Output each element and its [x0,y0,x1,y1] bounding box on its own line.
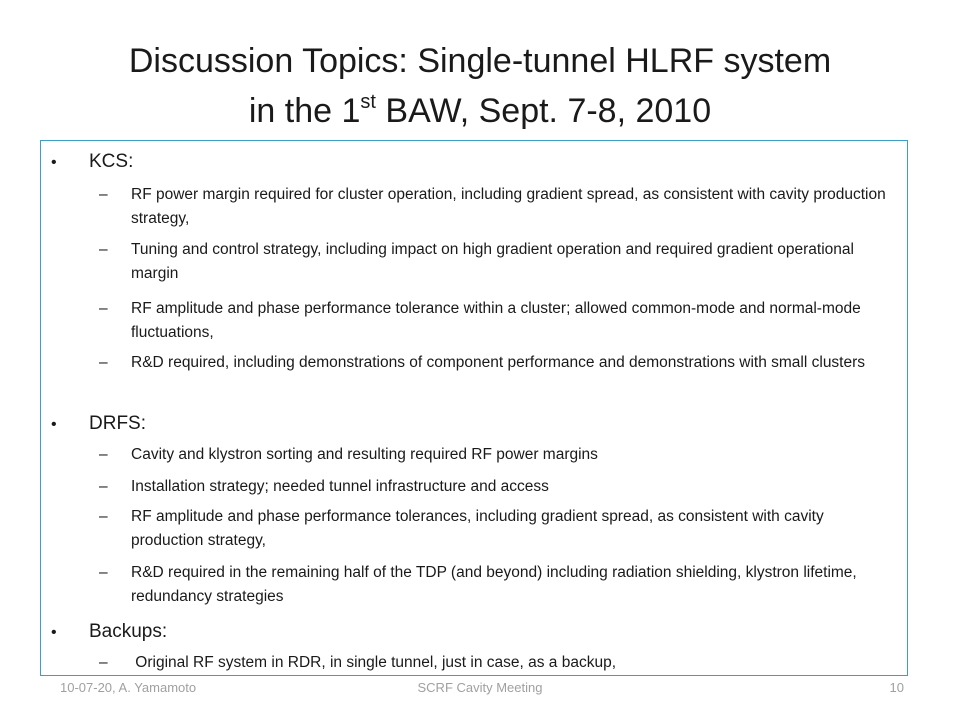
title-line-2-post: BAW, Sept. 7-8, 2010 [375,92,712,130]
dash-icon: – [99,300,108,317]
title-line-1: Discussion Topics: Single-tunnel HLRF system [128,42,832,80]
list-item-text: RF power margin required for cluster operation, including gradient spread, as consistent with cavity production strategy, [131,186,886,227]
list-item-text: R&D required, including demonstrations of component performance and demonstrations with small clusters [131,354,866,371]
footer-date-author: 10-07-20, A. Yamamoto [60,680,197,695]
dash-icon: – [99,186,108,203]
list-item [99,443,889,467]
footer-slide-number: 10 [889,680,904,695]
dash-icon: – [99,478,108,495]
dash-icon: – [99,446,108,463]
list-item-text: Original RF system in RDR, in single tunnel, just in case, as a backup, [131,654,617,671]
list-item-text: Installation strategy; needed tunnel infrastructure and access [131,478,549,495]
slide-title [40,36,920,136]
list-item-text: Tuning and control strategy, including impact on high gradient operation and required gradient operational margin [131,241,854,282]
section-heading-drfs [51,413,146,435]
list-item [99,351,889,375]
list-item [99,475,889,499]
footer-event: SCRF Cavity Meeting [417,680,543,695]
title-line-2 [40,86,920,136]
list-item-text: Cavity and klystron sorting and resulting required RF power margins [131,446,598,463]
title-superscript: st [360,91,376,113]
list-item [99,238,889,286]
dash-icon: – [99,354,108,371]
section-heading-backups [51,621,167,643]
list-item [99,183,889,231]
dash-icon: – [99,654,108,671]
dash-icon: – [99,241,108,258]
bullet-icon: • [51,624,57,641]
dash-icon: – [99,564,108,581]
section-heading: KCS: [89,151,134,172]
dash-icon: – [99,508,108,525]
content-placeholder [40,140,908,676]
list-item-text: RF amplitude and phase performance tolerances, including gradient spread, as consistent with cavity production strategy, [131,508,824,549]
bullet-icon: • [51,154,57,171]
list-item [99,505,889,553]
title-line-2-pre: in the 1 [248,92,361,130]
list-item-text: RF amplitude and phase performance tolerance within a cluster; allowed common-mode and normal-mode fluctuations, [131,300,861,341]
section-heading: Backups: [89,621,168,642]
section-heading: DRFS: [89,413,146,434]
bullet-icon: • [51,416,57,433]
list-item [99,651,889,675]
list-item [99,297,889,345]
section-heading-kcs [51,151,133,173]
list-item-text: R&D required in the remaining half of the TDP (and beyond) including radiation shielding, klystron lifetime, redundancy strategies [131,564,857,605]
list-item [99,561,889,609]
